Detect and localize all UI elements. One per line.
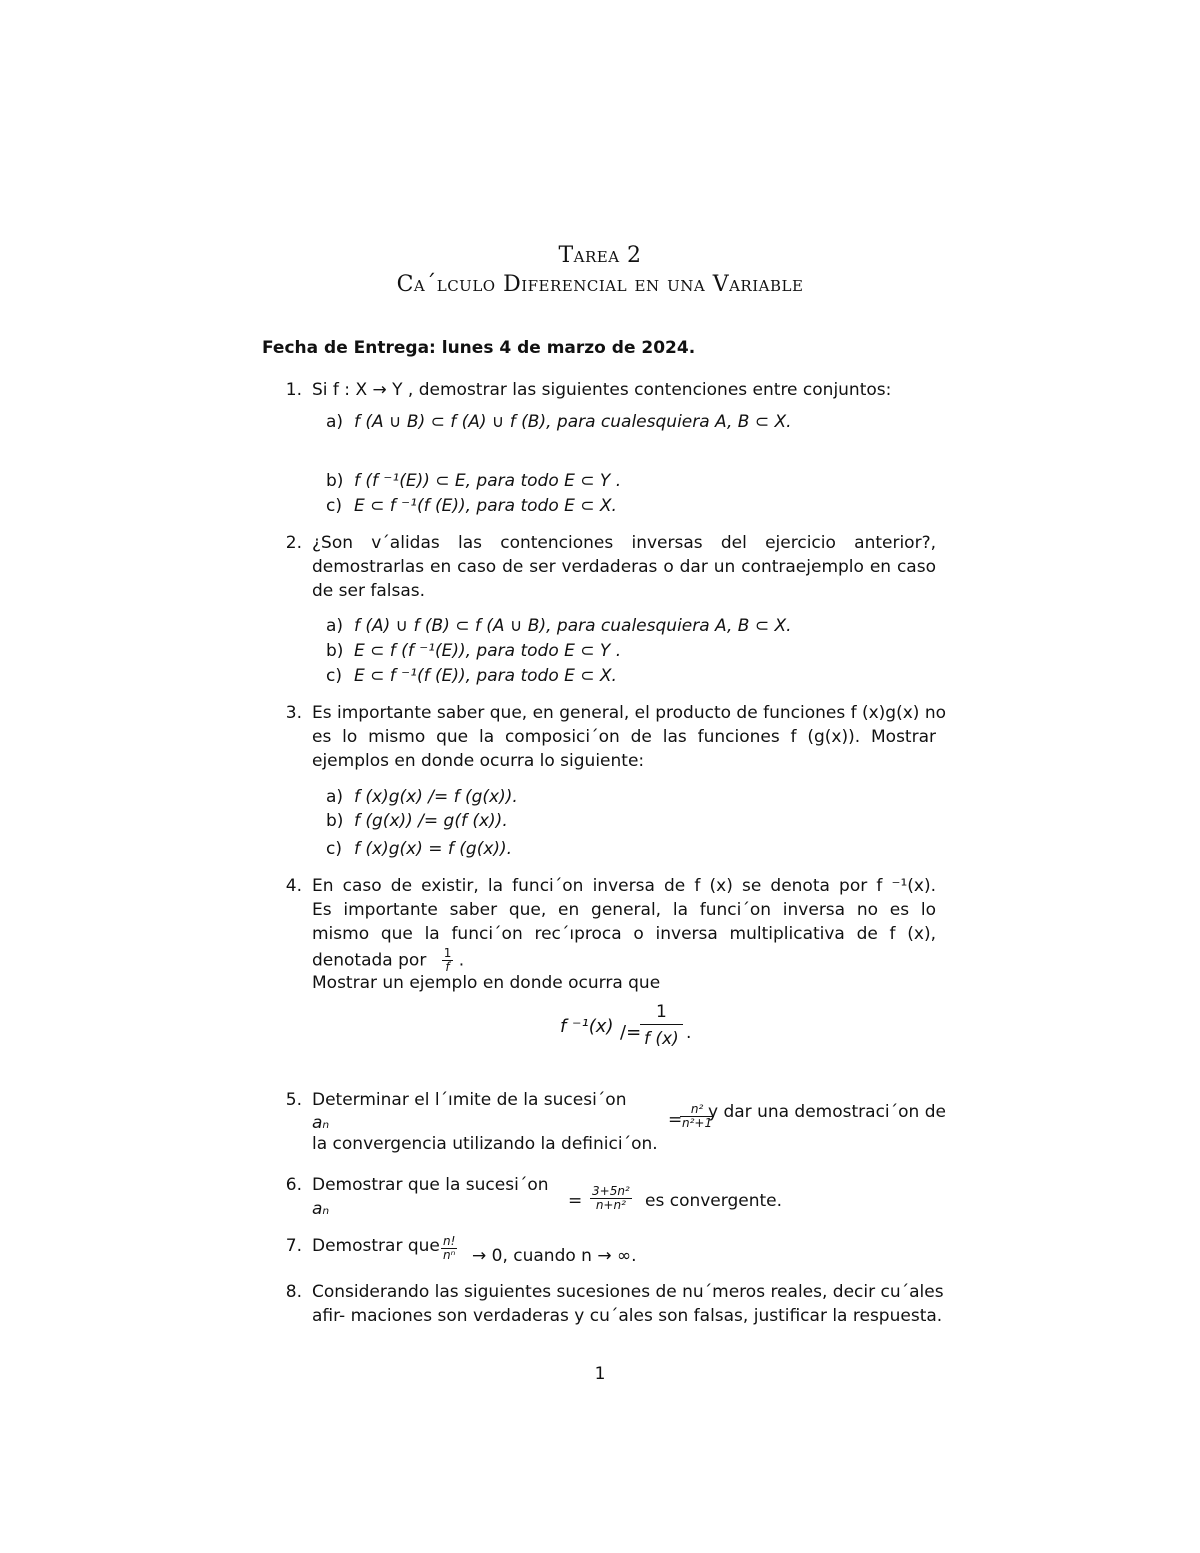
item-label: a) bbox=[326, 412, 344, 432]
problem-text: es convergente. bbox=[645, 1191, 783, 1211]
equation-relation: /= bbox=[620, 1022, 642, 1043]
problem-number: 5. bbox=[285, 1090, 302, 1110]
display-fraction bbox=[640, 1002, 683, 1049]
problem-number: 1. bbox=[285, 380, 302, 400]
sequence-fraction bbox=[590, 1185, 632, 1212]
problem-text: Determinar el l´ımite de la sucesi´on bbox=[312, 1090, 627, 1110]
fraction-denominator: f bbox=[445, 960, 450, 974]
problem-text: demostrarlas en caso de ser verdaderas o dar un contraejemplo en caso bbox=[312, 557, 936, 577]
text-span: . bbox=[458, 950, 465, 971]
item-label: b) bbox=[326, 811, 344, 831]
item-text: E ⊂ f ⁻¹(f (E)), para todo E ⊂ X. bbox=[354, 666, 617, 686]
problem-text: Es importante saber que, en general, el producto de funciones f (x)g(x) no bbox=[312, 703, 946, 723]
sequence-name: aₙ bbox=[312, 1113, 330, 1133]
page-number: 1 bbox=[594, 1364, 606, 1384]
problem-text: de ser falsas. bbox=[312, 581, 426, 601]
item-text: f (g(x)) /= g(f (x)). bbox=[354, 811, 508, 831]
problem-text: afir- maciones son verdaderas y cu´ales son falsas, justificar la respuesta. bbox=[312, 1306, 943, 1326]
problem-number: 4. bbox=[285, 876, 302, 896]
item-label: c) bbox=[326, 496, 342, 516]
sequence-relation: = bbox=[568, 1191, 583, 1211]
item-label: c) bbox=[326, 666, 342, 686]
fraction-denominator: nⁿ bbox=[443, 1248, 456, 1262]
fraction bbox=[441, 1235, 457, 1262]
equation-lhs: f ⁻¹(x) bbox=[560, 1016, 614, 1037]
fraction-denominator: f (x) bbox=[644, 1029, 679, 1049]
fraction-numerator: 1 bbox=[443, 946, 452, 960]
document-title: Tarea 2 bbox=[558, 243, 642, 268]
item-label: a) bbox=[326, 616, 344, 636]
problem-number: 6. bbox=[285, 1175, 302, 1195]
inline-fraction bbox=[442, 947, 454, 974]
problem-text: En caso de existir, la funci´on inversa de f (x) se denota por f ⁻¹(x). bbox=[312, 876, 936, 896]
problem-text: ¿Son v´alidas las contenciones inversas del ejercicio anterior?, bbox=[312, 533, 936, 553]
fraction-numerator: 1 bbox=[640, 1002, 683, 1025]
item-text: f (f ⁻¹(E)) ⊂ E, para todo E ⊂ Y . bbox=[354, 471, 622, 491]
text-span: denotada por bbox=[312, 950, 427, 971]
sequence-name: aₙ bbox=[312, 1199, 330, 1219]
sequence-relation: = bbox=[668, 1110, 683, 1130]
problem-number: 3. bbox=[285, 703, 302, 723]
problem-number: 8. bbox=[285, 1282, 302, 1302]
item-label: b) bbox=[326, 471, 344, 491]
course-title: Ca´lculo Diferencial en una Variable bbox=[396, 272, 804, 297]
item-label: b) bbox=[326, 641, 344, 661]
problem-number: 7. bbox=[285, 1236, 302, 1256]
problem-text: Mostrar un ejemplo en donde ocurra que bbox=[312, 973, 661, 993]
problem-text: y dar una demostraci´on de bbox=[708, 1102, 946, 1122]
fraction-numerator: n² bbox=[680, 1103, 714, 1117]
fraction-numerator: 3+5n² bbox=[592, 1184, 630, 1198]
problem-text bbox=[312, 947, 464, 974]
problem-text: Si f : X → Y , demostrar las siguientes contenciones entre conjuntos: bbox=[312, 380, 892, 400]
problem-text: → 0, cuando n → ∞. bbox=[472, 1246, 637, 1266]
item-text: f (x)g(x) = f (g(x)). bbox=[354, 839, 513, 859]
problem-text: Demostrar que bbox=[312, 1236, 440, 1256]
problem-text: mismo que la funci´on rec´ıproca o inversa multiplicativa de f (x), bbox=[312, 924, 936, 944]
due-date: Fecha de Entrega: lunes 4 de marzo de 2024. bbox=[262, 338, 696, 358]
item-label: a) bbox=[326, 787, 344, 807]
item-text: f (A ∪ B) ⊂ f (A) ∪ f (B), para cualesquiera A, B ⊂ X. bbox=[354, 412, 792, 432]
fraction-denominator: n²+1 bbox=[682, 1116, 713, 1130]
item-text: f (A) ∪ f (B) ⊂ f (A ∪ B), para cualesquiera A, B ⊂ X. bbox=[354, 616, 792, 636]
problem-text: la convergencia utilizando la definici´on. bbox=[312, 1134, 658, 1154]
problem-text: Es importante saber que, en general, la funci´on inversa no es lo bbox=[312, 900, 936, 920]
problem-text: ejemplos en donde ocurra lo siguiente: bbox=[312, 751, 645, 771]
equation-trailing: . bbox=[686, 1023, 692, 1043]
fraction-denominator: n+n² bbox=[595, 1198, 626, 1212]
item-text: E ⊂ f ⁻¹(f (E)), para todo E ⊂ X. bbox=[354, 496, 617, 516]
problem-text: Considerando las siguientes sucesiones de nu´meros reales, decir cu´ales bbox=[312, 1282, 944, 1302]
item-text: f (x)g(x) /= f (g(x)). bbox=[354, 787, 518, 807]
problem-text: Demostrar que la sucesi´on bbox=[312, 1175, 549, 1195]
fraction-numerator: n! bbox=[443, 1234, 456, 1248]
problem-text: es lo mismo que la composici´on de las funciones f (g(x)). Mostrar bbox=[312, 727, 936, 747]
item-label: c) bbox=[326, 839, 342, 859]
item-text: E ⊂ f (f ⁻¹(E)), para todo E ⊂ Y . bbox=[354, 641, 622, 661]
problem-number: 2. bbox=[285, 533, 302, 553]
